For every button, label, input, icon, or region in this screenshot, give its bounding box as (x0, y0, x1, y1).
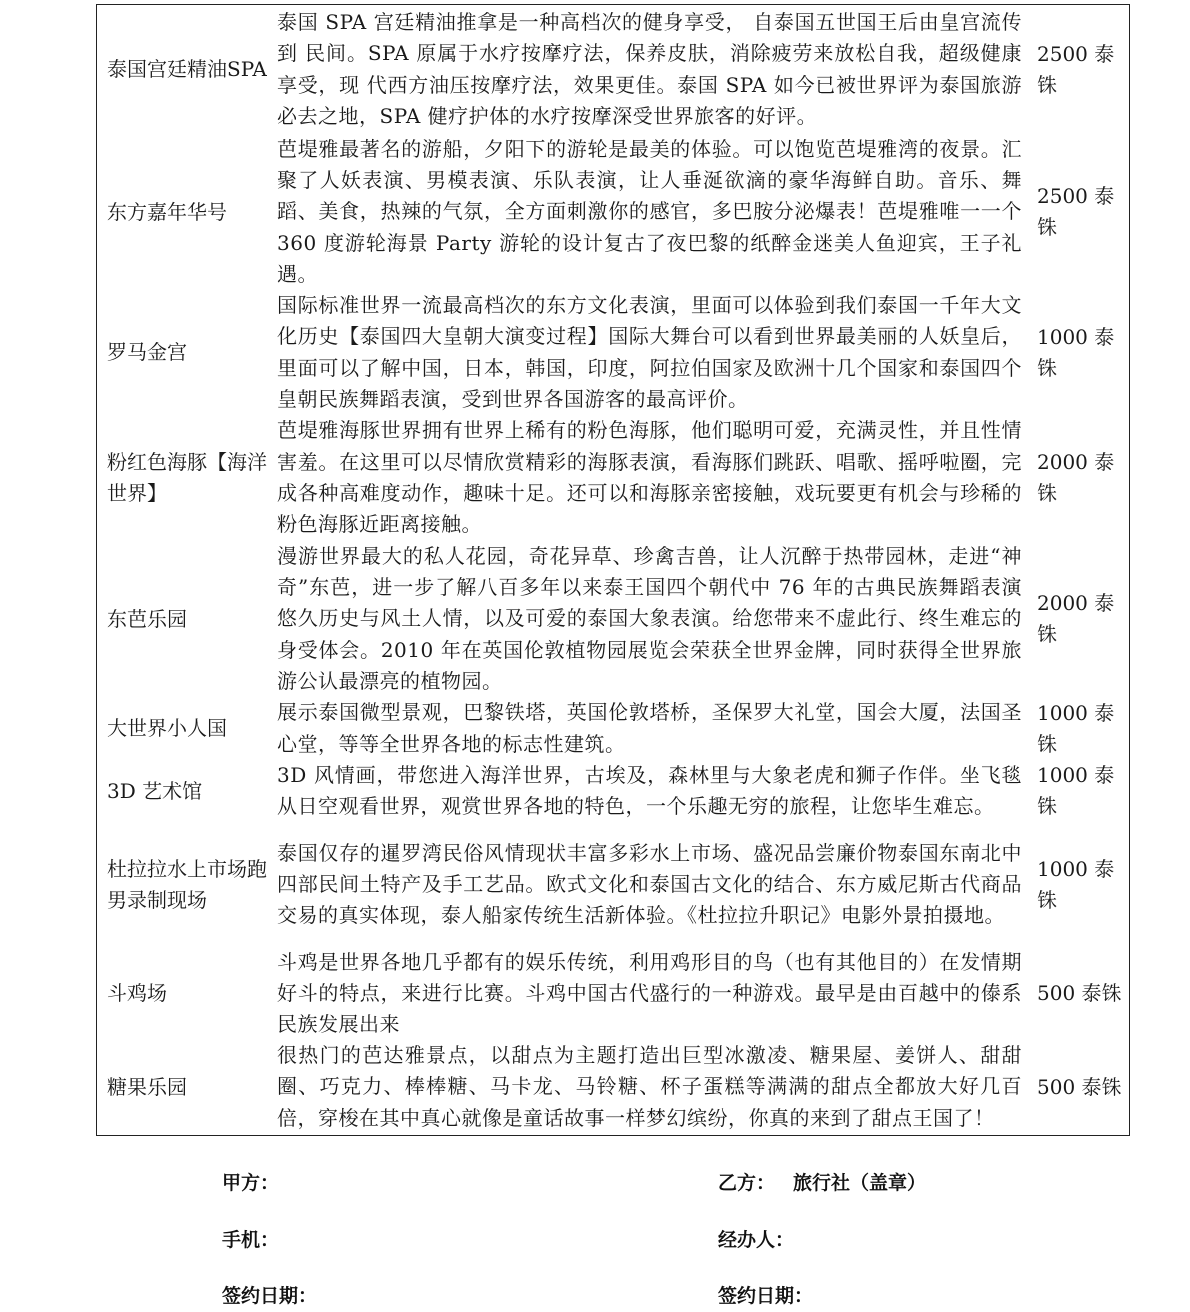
party-b-value: 旅行社（盖章） (793, 1172, 927, 1194)
item-name: 东方嘉年华号 (107, 199, 227, 224)
table-row (97, 697, 1129, 760)
item-name: 斗鸡场 (107, 981, 167, 1005)
item-price: 1000 泰铢 (1037, 856, 1115, 912)
item-price: 2000 泰铢 (1037, 591, 1115, 646)
item-price: 2500 泰铢 (1037, 41, 1115, 97)
item-description: 展示泰国微型景观，巴黎铁塔，英国伦敦塔桥，圣保罗大礼堂，国会大厦，法国圣心堂，等等全世界各地的标志性建筑。 (277, 700, 1022, 756)
table-row (97, 415, 1129, 541)
item-description: 芭堤雅海豚世界拥有世界上稀有的粉色海豚，他们聪明可爱，充满灵性，并且性情害羞。在这里可以尽情欣赏精彩的海豚表演，看海豚们跳跃、唱歌、摇呼啦圈，完成各种高难度动作，趣味十足。还可以和海豚亲密接触，戏玩要更有机会与珍稀的粉色海豚近距离接触。 (277, 418, 1022, 537)
table-row (97, 541, 1129, 697)
item-price: 500 泰铢 (1037, 1074, 1122, 1099)
item-price: 1000 泰铢 (1037, 324, 1115, 380)
handler-label: 经办人： (718, 1229, 795, 1251)
item-description: 泰国仅存的暹罗湾民俗风情现状丰富多彩水上市场、盛况品尝廉价物泰国东南北中四部民间土特产及手工艺品。欧式文化和泰国古文化的结合、东方威尼斯古代商品交易的真实体现，泰人船家传统生活新体验。《杜拉拉升职记》电影外景拍摄地。 (277, 840, 1022, 928)
table-row (97, 760, 1129, 822)
item-price: 1000 泰铢 (1037, 763, 1115, 818)
item-name: 3D 艺术馆 (107, 778, 203, 803)
sign-date-label-a: 签约日期： (222, 1285, 318, 1307)
table-row (97, 947, 1129, 1040)
party-a-label: 甲方： (222, 1172, 280, 1194)
item-description: 很热门的芭达雅景点，以甜点为主题打造出巨型冰激凌、糖果屋、姜饼人、甜甜圈、巧克力、棒棒糖、马卡龙、马铃糖、杯子蛋糕等满满的甜点全都放大好几百倍，穿梭在其中真心就像是童话故事一样梦幻缤纷，你真的来到了甜点王国了！ (277, 1043, 1022, 1130)
item-price: 2500 泰铢 (1037, 184, 1115, 239)
sign-date-label-b: 签约日期： (718, 1285, 814, 1307)
item-description: 芭堤雅最著名的游船，夕阳下的游轮是最美的体验。可以饱览芭堤雅湾的夜景。汇聚了人妖表演、男模表演、乐队表演，让人垂涎欲滴的豪华海鲜自助。音乐、舞蹈、美食，热辣的气氛，全方面刺激你的感官，多巴胺分泌爆表！芭堤雅唯一一个 360 度游轮海景 Party 游轮的设计复古了夜巴黎的纸醉金迷美人鱼迎宾，王子礼遇。 (277, 136, 1022, 286)
item-name: 糖果乐园 (107, 1074, 187, 1099)
item-price: 1000 泰铢 (1037, 700, 1115, 756)
item-price: 2000 泰铢 (1037, 450, 1115, 505)
item-description: 漫游世界最大的私人花园，奇花异草、珍禽吉兽，让人沉醉于热带园林，走进“神奇”东芭，进一步了解八百多年以来泰王国四个朝代中 76 年的古典民族舞蹈表演悠久历史与风土人情，以及可爱的泰国大象表演。给您带来不虚此行、终生难忘的身受体会。2010 年在英国伦敦植物园展览会荣获全世界金牌，同时获得全世界旅游公认最漂亮的植物园。 (277, 543, 1022, 693)
item-description: 国际标准世界一流最高档次的东方文化表演，里面可以体验到我们泰国一千年大文化历史【泰国四大皇朝大演变过程】国际大舞台可以看到世界最美丽的人妖皇后，里面可以了解中国，日本，韩国，印度，阿拉伯国家及欧洲十几个国家和泰国四个皇朝民族舞蹈表演，受到世界各国游客的最高评价。 (277, 292, 1022, 411)
party-b-label: 乙方： (718, 1172, 776, 1194)
item-name: 罗马金宫 (107, 340, 187, 364)
phone-label: 手机： (222, 1229, 280, 1251)
item-name: 粉红色海豚【海洋世界】 (107, 450, 267, 505)
item-description: 3D 风情画，带您进入海洋世界，古埃及，森林里与大象老虎和狮子作伴。坐飞毯从日空观看世界，观赏世界各地的特色，一个乐趣无穷的旅程，让您毕生难忘。 (277, 762, 1022, 818)
item-name: 杜拉拉水上市场跑男录制现场 (107, 856, 267, 912)
item-name: 东芭乐园 (107, 606, 187, 631)
table-row (97, 290, 1129, 415)
table-row (97, 7, 1129, 132)
table-row (97, 134, 1129, 290)
item-name: 大世界小人国 (107, 716, 227, 740)
item-name: 泰国宫廷精油SPA (107, 57, 267, 81)
table-row (97, 1040, 1129, 1134)
table-row (97, 822, 1129, 947)
party-b-block (718, 1168, 926, 1195)
item-description: 斗鸡是世界各地几乎都有的娱乐传统，利用鸡形目的鸟（也有其他目的）在发情期好斗的特点，来进行比赛。斗鸡中国古代盛行的一种游戏。最早是由百越中的傣系民族发展出来 (277, 949, 1022, 1037)
item-description: 泰国 SPA 宫廷精油推拿是一种高档次的健身享受， 自泰国五世国王后由皇宫流传到 民间。SPA 原属于水疗按摩疗法，保养皮肤，消除疲劳来放松自我，超级健康享受，现 代西方油压按摩疗法，效果更佳。泰国 SPA 如今已被世界评为泰国旅游必去之地，SPA 健疗护体的水疗按摩深受世界旅客的好评。 (277, 9, 1022, 128)
activities-table (96, 4, 1130, 1136)
item-price: 500 泰铢 (1037, 981, 1122, 1005)
